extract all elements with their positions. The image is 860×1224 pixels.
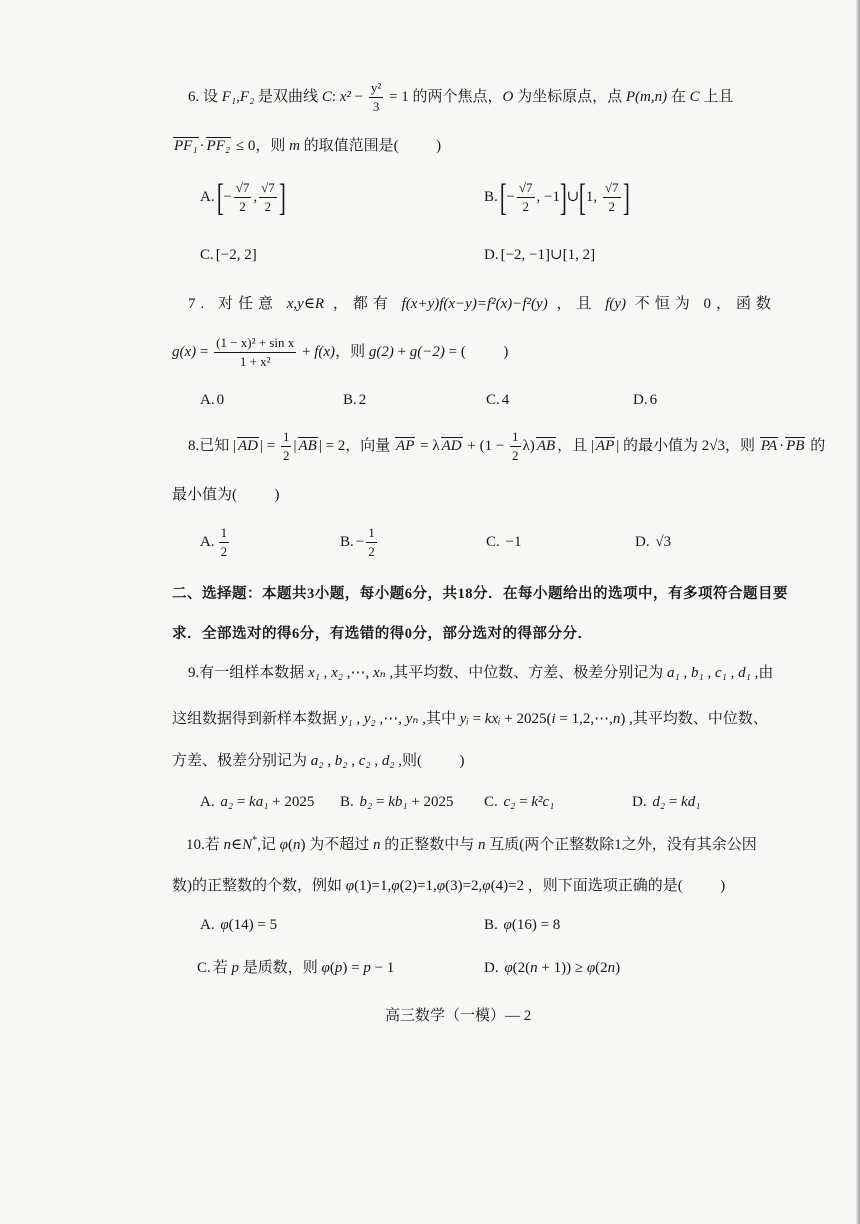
math-expression: F₂ xyxy=(239,89,255,105)
math-expression: c₁ xyxy=(714,665,727,681)
option-content xyxy=(213,960,395,976)
large-bracket: [ xyxy=(216,176,224,219)
large-bracket: [ xyxy=(579,176,587,219)
text-segment: 这组数据得到新样本数据 xyxy=(172,711,341,727)
math-expression: y₁ xyxy=(340,711,353,727)
question-7-stem-line-1 xyxy=(188,284,776,324)
option-label: C. xyxy=(486,534,500,550)
question-9-option-c xyxy=(484,782,554,822)
option-content xyxy=(355,525,379,560)
math-expression: x² xyxy=(339,89,351,105)
text-segment: 1, xyxy=(585,189,601,205)
option-label: A. xyxy=(200,534,215,550)
text-segment: | 的最小值为 2√3，则 xyxy=(616,438,759,454)
text-segment: ) 为不超过 xyxy=(300,837,373,853)
question-6-stem-line-2 xyxy=(172,126,441,166)
text-segment: , xyxy=(679,665,691,681)
vector-notation: AP xyxy=(396,438,415,454)
question-9-stem-line-3 xyxy=(172,741,465,781)
option-content xyxy=(501,247,595,263)
math-expression: y₂ xyxy=(363,711,376,727)
text-segment: 数)的正整数的个数，例如 xyxy=(172,878,346,894)
option-content xyxy=(500,794,555,810)
question-10-option-c xyxy=(197,948,394,988)
text-segment: 2 xyxy=(358,392,367,408)
math-expression: n xyxy=(607,960,616,976)
question-8-stem-line-2 xyxy=(172,475,280,515)
fraction-denominator: 2 xyxy=(512,448,519,464)
option-content xyxy=(356,794,454,810)
question-9-option-d xyxy=(632,782,700,822)
question-7-option-b xyxy=(343,380,366,420)
text-segment: 互质(两个正整数除1之外，没有其余公因 xyxy=(485,837,757,853)
text-segment: , xyxy=(319,665,332,681)
text-segment: , xyxy=(370,753,382,769)
text-segment: + (1 − xyxy=(463,438,509,454)
text-segment: ) = xyxy=(342,960,364,976)
math-expression: b₂ xyxy=(334,753,348,769)
math-expression: φ xyxy=(436,878,446,894)
option-label: C. xyxy=(200,247,214,263)
text-segment: = λ xyxy=(416,438,440,454)
math-expression: x,y∈R xyxy=(286,296,325,312)
fraction xyxy=(369,79,383,116)
math-expression: kxᵢ xyxy=(484,711,501,727)
text-segment: 9.有一组样本数据 xyxy=(188,665,309,681)
text-segment: , xyxy=(347,753,359,769)
question-7-option-d xyxy=(633,380,657,420)
math-expression: n xyxy=(372,837,381,853)
superscript: * xyxy=(252,835,258,846)
text-segment: = ( ) xyxy=(444,344,509,360)
text-segment: 最小值为( ) xyxy=(172,487,280,503)
option-label: D. xyxy=(484,960,499,976)
question-6-option-d xyxy=(484,235,595,275)
text-segment: 若 xyxy=(212,960,232,976)
math-expression: ka₁ xyxy=(249,794,269,810)
text-segment: 6. 设 xyxy=(188,89,222,105)
text-segment: , xyxy=(323,753,335,769)
option-content xyxy=(217,917,278,933)
math-expression: c₂ xyxy=(358,753,371,769)
question-9-stem-line-1 xyxy=(188,653,773,693)
fraction-denominator: 2 xyxy=(608,199,615,215)
math-expression: a₁ xyxy=(667,665,680,681)
text-segment: ,由 xyxy=(750,665,774,681)
option-content xyxy=(650,392,658,408)
vector-notation: AB xyxy=(536,438,556,454)
fraction xyxy=(214,334,296,371)
option-content xyxy=(217,392,225,408)
option-label: A. xyxy=(200,189,215,205)
math-expression: g(x) xyxy=(172,344,197,360)
text-segment: | = 2，向量 xyxy=(318,438,395,454)
math-expression: f(y) xyxy=(605,296,627,312)
option-label: B. xyxy=(340,794,354,810)
text-segment: + 2025( xyxy=(500,711,552,727)
fraction xyxy=(510,428,521,465)
math-expression: φ xyxy=(321,960,330,976)
question-6-option-c xyxy=(200,235,257,275)
option-label: D. xyxy=(633,392,648,408)
math-expression: C xyxy=(321,89,332,105)
text-segment: | xyxy=(293,438,297,454)
math-expression: b₁ xyxy=(691,665,704,681)
math-expression: O xyxy=(502,89,514,105)
fraction xyxy=(219,524,230,561)
math-expression: φ xyxy=(504,960,513,976)
text-segment: ) xyxy=(615,960,621,976)
fraction xyxy=(281,428,292,465)
text-segment: = 1 的两个焦点， xyxy=(385,89,503,105)
option-content xyxy=(216,247,257,263)
text-segment: (16) = 8 xyxy=(511,917,561,933)
option-label: D. xyxy=(632,794,647,810)
option-label: A. xyxy=(200,794,215,810)
text-segment: 的 xyxy=(806,438,826,454)
large-bracket: ] xyxy=(559,176,567,219)
text-segment: 的正整数中与 xyxy=(380,837,478,853)
option-label: C. xyxy=(486,392,500,408)
text-segment: ，都有 xyxy=(324,296,402,312)
math-expression: xₙ xyxy=(373,665,386,681)
question-9-option-b xyxy=(340,782,454,822)
fraction-numerator: 1 xyxy=(281,428,292,447)
math-expression: P(m,n) xyxy=(625,89,668,105)
math-expression: g(−2) xyxy=(409,344,445,360)
text-segment: − xyxy=(350,89,367,105)
large-bracket: [ xyxy=(499,176,507,219)
vector-notation: PA xyxy=(760,438,778,454)
text-segment: −1 xyxy=(501,534,522,550)
text-segment: ,其平均数、中位数、方差、极差分别记为 xyxy=(385,665,668,681)
fraction-numerator: (1 − x)² + sin x xyxy=(214,334,296,353)
math-expression: d₂ xyxy=(652,794,666,810)
math-expression: φ xyxy=(503,917,512,933)
text-segment: + 2025 xyxy=(268,794,315,810)
option-label: A. xyxy=(200,392,215,408)
text-segment: = xyxy=(515,794,532,810)
math-expression: N xyxy=(242,837,253,853)
text-segment: ,记 xyxy=(257,837,280,853)
text-segment: 的取值范围是( ) xyxy=(299,138,442,154)
page-footer: 高三数学（一模）— 2 xyxy=(385,1008,532,1024)
option-label: B. xyxy=(484,189,498,205)
text-segment: ( xyxy=(287,837,293,853)
fraction xyxy=(234,179,252,216)
fraction xyxy=(366,524,377,561)
option-content xyxy=(499,176,630,219)
text-segment: 6 xyxy=(649,392,658,408)
option-content xyxy=(500,917,561,933)
question-10-option-d xyxy=(484,948,620,988)
text-segment: , xyxy=(726,665,739,681)
option-label: D. xyxy=(484,247,499,263)
text-segment: · xyxy=(779,438,785,454)
text-segment: 上且 xyxy=(699,89,734,105)
question-10-option-a xyxy=(200,905,277,945)
text-segment: ，且 xyxy=(547,296,606,312)
text-segment: [−2, −1]∪[1, 2] xyxy=(500,247,596,263)
math-expression: n xyxy=(612,711,621,727)
text-segment: (2( xyxy=(512,960,531,976)
math-expression: b₂ xyxy=(359,794,373,810)
fraction xyxy=(517,179,535,216)
math-expression: φ xyxy=(586,960,596,976)
text-segment: + xyxy=(393,344,410,360)
option-label: B. xyxy=(340,534,354,550)
question-6-option-b xyxy=(484,177,629,217)
text-segment: ，且 | xyxy=(557,438,594,454)
text-segment: ,则( ) xyxy=(394,753,465,769)
math-expression: n xyxy=(292,837,301,853)
math-expression: φ xyxy=(279,837,288,853)
fraction-denominator: 1 + x² xyxy=(239,354,271,370)
math-expression: kb₁ xyxy=(388,794,408,810)
math-expression: φ xyxy=(220,917,229,933)
math-expression: F₁ xyxy=(221,89,237,105)
text-segment: 不恒为 0，函数 xyxy=(626,296,777,312)
text-segment: 在 xyxy=(667,89,690,105)
math-expression: φ xyxy=(391,878,400,894)
fraction-denominator: 2 xyxy=(264,199,272,215)
option-content xyxy=(652,534,671,550)
text-segment: , xyxy=(703,665,715,681)
option-content xyxy=(649,794,701,810)
math-expression: a₂ xyxy=(310,753,324,769)
fraction-numerator: 1 xyxy=(366,524,377,543)
question-10-option-b xyxy=(484,905,560,945)
math-expression: p xyxy=(231,960,240,976)
scan-edge-shadow xyxy=(856,0,860,1224)
text-segment: ∈ xyxy=(231,837,243,853)
question-8-option-c xyxy=(486,522,521,562)
vector-notation: PB xyxy=(786,438,805,454)
math-expression: k²c₁ xyxy=(531,794,555,810)
fraction-numerator: √7 xyxy=(517,179,535,198)
text-segment: (4)=2 ，则下面选项正确的是( ) xyxy=(490,878,726,894)
vector-notation: AP xyxy=(595,438,615,454)
text-segment: ,⋯, xyxy=(375,711,406,727)
math-expression: m xyxy=(289,138,300,154)
text-segment: , −1 xyxy=(536,189,560,205)
text-segment: [−2, 2] xyxy=(215,247,257,263)
vector-notation: AB xyxy=(298,438,317,454)
text-segment: 是双曲线 xyxy=(254,89,322,105)
math-expression: yᵢ xyxy=(459,711,469,727)
question-7-option-a xyxy=(200,380,224,420)
text-segment: − xyxy=(355,534,365,550)
text-segment: ≤ 0，则 xyxy=(232,138,290,154)
question-9-stem-line-2 xyxy=(172,699,768,739)
text-segment: + 1)) ≥ xyxy=(537,960,587,976)
question-10-stem-line-1 xyxy=(186,825,757,865)
fraction-denominator: 2 xyxy=(282,448,290,464)
text-segment: ，则 xyxy=(335,344,369,360)
question-7-option-c xyxy=(486,380,509,420)
text-segment: 为坐标原点，点 xyxy=(513,89,626,105)
text-segment: ) ,其平均数、中位数、 xyxy=(620,711,768,727)
option-label: C. xyxy=(484,794,498,810)
question-8-option-a xyxy=(200,522,231,562)
option-content xyxy=(216,176,286,219)
math-expression: x₁ xyxy=(308,665,320,681)
math-expression: c₂ xyxy=(503,794,516,810)
text-segment: , xyxy=(253,189,258,205)
fraction-denominator: 2 xyxy=(522,199,529,215)
vector-notation: AD xyxy=(238,438,259,454)
fraction-numerator: √7 xyxy=(259,179,277,198)
option-label: D. xyxy=(635,534,650,550)
text-segment: 4 xyxy=(501,392,510,408)
text-segment: · xyxy=(199,138,205,154)
text-segment: − xyxy=(223,189,232,205)
option-content xyxy=(217,794,315,810)
vector-notation: AD xyxy=(441,438,462,454)
text-segment: 8.已知 | xyxy=(188,438,237,454)
text-segment: = xyxy=(196,344,213,360)
option-label: A. xyxy=(200,917,215,933)
option-content xyxy=(502,534,522,550)
section-header-line-1: 二、选择题：本题共3小题，每小题6分，共18分．在每小题给出的选项中，有多项符合题目要 xyxy=(172,586,788,602)
text-segment: | = xyxy=(260,438,279,454)
option-content xyxy=(502,392,510,408)
text-segment: (14) = 5 xyxy=(228,917,278,933)
question-9-option-a xyxy=(200,782,314,822)
text-segment: = xyxy=(233,794,250,810)
large-bracket: ] xyxy=(278,176,286,219)
option-label: C. xyxy=(197,960,211,976)
text-segment: , xyxy=(352,711,364,727)
text-segment: √3 xyxy=(651,534,672,550)
fraction-denominator: 2 xyxy=(220,544,228,560)
vector-notation: PF₂ xyxy=(206,138,231,154)
text-segment: 是质数，则 xyxy=(239,960,322,976)
option-label: B. xyxy=(484,917,498,933)
fraction-denominator: 2 xyxy=(239,199,246,215)
text-segment: + 2025 xyxy=(407,794,454,810)
fraction-numerator: 1 xyxy=(510,428,521,447)
text-segment: λ) xyxy=(522,438,535,454)
fraction-numerator: √7 xyxy=(603,179,621,198)
option-label: B. xyxy=(343,392,357,408)
text-segment: ,⋯, xyxy=(343,665,374,681)
text-segment: − xyxy=(506,189,515,205)
question-8-stem-line-1 xyxy=(188,426,825,466)
question-6-stem-line-1 xyxy=(188,77,733,117)
math-expression: n xyxy=(530,960,538,976)
question-8-option-d xyxy=(635,522,671,562)
fraction-numerator: √7 xyxy=(234,179,252,198)
text-segment: ,其中 xyxy=(418,711,460,727)
math-expression: p xyxy=(363,960,371,976)
math-expression: d₂ xyxy=(381,753,395,769)
section-header-line-2: 求．全部选对的得6分，有选错的得0分，部分选对的得部分分． xyxy=(172,626,593,642)
text-segment: = xyxy=(665,794,682,810)
math-expression: φ xyxy=(345,878,355,894)
fraction-denominator: 2 xyxy=(368,544,375,560)
question-7-stem-line-2 xyxy=(172,332,508,372)
text-segment: + xyxy=(298,344,315,360)
math-expression: φ xyxy=(482,878,491,894)
text-segment: = xyxy=(372,794,389,810)
math-expression: C xyxy=(689,89,700,105)
option-content xyxy=(359,392,367,408)
math-expression: a₂ xyxy=(220,794,234,810)
option-content xyxy=(217,525,232,560)
text-segment: (3)=2, xyxy=(445,878,483,894)
math-expression: p xyxy=(334,960,343,976)
math-expression: f(x+y)f(x−y)=f²(x)−f²(y) xyxy=(401,296,548,312)
fraction-numerator: y² xyxy=(369,79,383,98)
text-segment: ∪ xyxy=(566,189,580,205)
option-content xyxy=(501,960,621,976)
text-segment: , xyxy=(236,89,240,105)
math-expression: g(2) xyxy=(368,344,394,360)
math-expression: yₙ xyxy=(405,711,419,727)
vector-notation: PF₁ xyxy=(174,138,198,154)
text-segment: = xyxy=(468,711,485,727)
math-expression: f(x) xyxy=(314,344,336,360)
text-segment: 10.若 xyxy=(186,837,224,853)
text-segment: 方差、极差分别记为 xyxy=(172,753,311,769)
math-expression: i xyxy=(551,711,556,727)
math-expression: kd₁ xyxy=(681,794,701,810)
math-expression: n xyxy=(223,837,232,853)
fraction xyxy=(259,179,277,216)
large-bracket: ] xyxy=(622,176,630,219)
fraction xyxy=(603,179,621,216)
text-segment: = 1,2,⋯, xyxy=(555,711,613,727)
question-6-option-a xyxy=(200,177,285,217)
math-expression: n xyxy=(477,837,486,853)
text-segment: 7. 对任意 xyxy=(188,296,287,312)
text-segment: 0 xyxy=(216,392,225,408)
text-segment: (2)=1, xyxy=(399,878,437,894)
math-expression: x₂ xyxy=(331,665,344,681)
fraction-numerator: 1 xyxy=(219,524,230,543)
text-segment: (1)=1, xyxy=(354,878,392,894)
question-8-option-b xyxy=(340,522,379,562)
text-segment: : xyxy=(331,89,340,105)
text-segment: (2 xyxy=(595,960,608,976)
math-expression: d₁ xyxy=(738,665,751,681)
question-10-stem-line-2 xyxy=(172,866,725,906)
text-segment: ( xyxy=(329,960,335,976)
text-segment: − 1 xyxy=(370,960,395,976)
fraction-denominator: 3 xyxy=(372,99,380,115)
